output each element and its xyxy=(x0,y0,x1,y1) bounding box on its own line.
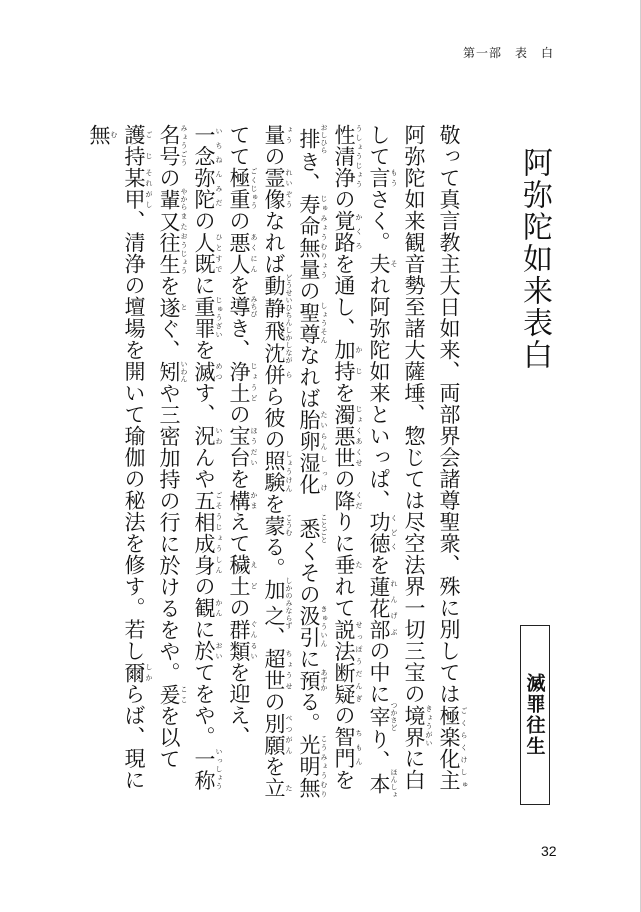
ruby-text: 一念弥陀 いちねんみだ xyxy=(192,124,223,210)
furigana: せっぽうだんぎ xyxy=(355,618,363,705)
furigana: くだ xyxy=(355,489,363,511)
furigana: そ xyxy=(390,253,398,275)
furigana: しかのみならず xyxy=(285,576,293,630)
furigana: た xyxy=(285,777,293,799)
furigana: いわん xyxy=(180,360,188,383)
running-header: 第一部 表 白 xyxy=(462,46,554,60)
furigana: どうせいひちんしかしなが xyxy=(285,274,293,364)
text-segment: に xyxy=(192,618,216,640)
text-segment: りに xyxy=(332,511,356,554)
text-segment: の xyxy=(332,704,356,726)
ruby-text: 境界 きょうがい xyxy=(402,704,433,748)
ruby-text: 構 かま xyxy=(227,489,258,511)
ruby-text: 濁悪世 じょくあくせ xyxy=(332,403,363,468)
furigana: ほうだい xyxy=(250,425,258,468)
furigana: みょうごう xyxy=(180,124,188,167)
ruby-text: 又 また xyxy=(157,210,188,232)
furigana: やから xyxy=(180,188,188,211)
text-segment: る。 xyxy=(262,536,286,579)
furigana: おしひら xyxy=(320,124,328,154)
text-segment: や三密加持の行に於けるをや。 xyxy=(157,382,181,684)
furigana: いちねんみだ xyxy=(215,124,223,210)
text-segment: の xyxy=(192,210,216,232)
furigana: と xyxy=(180,296,188,318)
ruby-text: 本性清浄ほんしょうしょうじょう xyxy=(332,124,398,799)
text-segment: てて xyxy=(227,124,251,167)
ruby-text: 宝台 ほうだい xyxy=(227,425,258,468)
furigana: かくろ xyxy=(355,210,363,253)
text-segment: に xyxy=(297,648,321,670)
furigana: もう xyxy=(390,167,398,189)
furigana: つかさど xyxy=(390,701,398,732)
ruby-text: 排 おしひら xyxy=(297,124,328,154)
furigana: しょうけん xyxy=(285,450,293,493)
ruby-text: 智門 ちもん xyxy=(332,726,363,769)
furigana: む xyxy=(110,124,118,146)
ruby-text: 五相成身 ごそうじょうしん xyxy=(192,489,223,576)
text-segment: き、 xyxy=(297,151,321,194)
text-segment: す、 xyxy=(192,382,216,425)
furigana: いわ xyxy=(215,425,223,447)
furigana: かじ xyxy=(355,339,363,382)
text-segment: らば、現に xyxy=(122,683,146,791)
ruby-text: 某甲 それがし xyxy=(122,167,153,210)
text-segment: を xyxy=(262,755,286,778)
furigana: きょうがい xyxy=(425,704,433,748)
furigana: ごそうじょうしん xyxy=(215,489,223,576)
ruby-text: 悪人 あくにん xyxy=(227,231,258,275)
text-segment: を xyxy=(227,274,251,296)
furigana: きゅういん xyxy=(320,605,328,648)
text-segment: を xyxy=(157,275,181,297)
furigana: めつ xyxy=(215,360,223,382)
ruby-text: 群類 ぐんるい xyxy=(227,618,258,662)
ruby-text: 遂 と xyxy=(157,296,188,318)
ruby-text: 汲引 きゅういん xyxy=(297,605,328,648)
category-label-box xyxy=(520,625,550,805)
ruby-text: 垂 た xyxy=(332,554,363,576)
text-segment: を xyxy=(192,339,216,361)
text-segment: さく。 xyxy=(367,188,391,253)
text-segment: を xyxy=(332,382,356,404)
ruby-text: 別願 べつがん xyxy=(262,712,293,756)
furigana: ちもん xyxy=(355,726,363,769)
ruby-text: 観 かん xyxy=(192,597,223,619)
ruby-text: 照験 しょうけん xyxy=(262,450,293,493)
text-segment: の xyxy=(157,167,181,189)
page-title: 阿弥陀如来表白 xyxy=(517,147,552,371)
ruby-text: 爾 しか xyxy=(122,661,153,683)
furigana: すで xyxy=(215,253,223,275)
ruby-text: 説法断疑 せっぽうだんぎ xyxy=(332,618,363,705)
ruby-text: 於 おい xyxy=(192,640,223,662)
text-segment: ら彼の xyxy=(262,385,286,450)
furigana: ら xyxy=(285,364,293,386)
ruby-text: 矧 いわん xyxy=(157,360,188,383)
ruby-text: 無 む xyxy=(87,124,118,146)
text-segment: くその xyxy=(297,540,321,605)
category-label: 滅罪往生 xyxy=(523,673,546,757)
text-segment: てをや。 xyxy=(192,661,216,748)
furigana: おい xyxy=(215,640,223,662)
ruby-text: 超世 ちょうせ xyxy=(262,648,293,692)
furigana: あくにん xyxy=(250,231,258,275)
ruby-text: 光明無量こうみょうむりょう xyxy=(262,124,328,799)
ruby-text: 併 ら xyxy=(262,364,293,386)
furigana: ごくらくけしゅ xyxy=(460,704,468,791)
text-segment: を xyxy=(262,493,286,515)
furigana: かん xyxy=(215,597,223,619)
ruby-text: 既 すで xyxy=(192,253,223,275)
text-segment: 、清浄の壇場を開いて瑜伽の秘法を修す。若し xyxy=(122,210,146,662)
ruby-text: 夫 そ xyxy=(367,253,398,275)
text-segment: に xyxy=(192,274,216,296)
ruby-text: 人 ひと xyxy=(192,231,223,253)
ruby-text: 湿化 しっけ xyxy=(297,452,328,495)
text-segment: の xyxy=(227,210,251,232)
ruby-text: 導 みちび xyxy=(227,295,258,318)
ruby-text: 護持 ごじ xyxy=(122,124,153,167)
ruby-text: 預 あずか xyxy=(297,669,328,692)
text-segment: 、 xyxy=(262,626,286,649)
text-segment: 阿弥陀如来観音勢至諸大薩埵、惣じては尽空法界一切三宝の xyxy=(402,124,426,705)
text-segment: の xyxy=(262,145,286,167)
ruby-text: 穢土 えど xyxy=(227,554,258,597)
ruby-text: 名号 みょうごう xyxy=(157,124,188,167)
ruby-text: 往生 おうじょう xyxy=(157,232,188,275)
furigana: ひと xyxy=(215,231,223,253)
furigana: べつがん xyxy=(285,712,293,756)
furigana: しか xyxy=(145,661,153,683)
furigana: ぐんるい xyxy=(250,618,258,662)
text-segment: の xyxy=(192,575,216,597)
ruby-text: 重罪 じゅうざい xyxy=(192,296,223,339)
text-segment: の xyxy=(332,188,356,210)
ruby-text: 降 くだ xyxy=(332,489,363,511)
ruby-text: 極楽化主 ごくらくけしゅ xyxy=(437,704,468,791)
furigana: れいぞう xyxy=(285,167,293,210)
ruby-text: 覚路 かくろ xyxy=(332,210,363,253)
furigana: た xyxy=(355,554,363,576)
text-segment: き、 xyxy=(227,317,251,361)
furigana: じょうど xyxy=(250,360,258,404)
text-segment: を xyxy=(227,468,251,490)
furigana: しっけ xyxy=(320,452,328,495)
furigana: みちび xyxy=(250,295,258,318)
text-segment: を xyxy=(367,554,391,576)
text-segment: なれば xyxy=(262,210,286,275)
furigana: かま xyxy=(250,489,258,511)
ruby-text: 蒙 こうむ xyxy=(262,514,293,537)
ruby-text: 輩 やから xyxy=(157,188,188,211)
ruby-text: 悉 ことごと xyxy=(297,513,328,544)
text-segment: の中に xyxy=(367,640,391,705)
text-segment: 敬って真言教主大日如来、両部界会諸尊聖衆、殊に別しては xyxy=(437,124,461,705)
ruby-text: 加持 かじ xyxy=(332,339,363,382)
furigana: ごくじゅう xyxy=(250,167,258,210)
text-segment: れて xyxy=(332,575,356,619)
text-segment: の xyxy=(262,691,286,713)
text-segment: を以て xyxy=(157,705,181,770)
ruby-text: 立 た xyxy=(262,777,293,799)
furigana: いっしょう xyxy=(215,747,223,791)
furigana: じょくあくせ xyxy=(355,403,363,468)
ruby-text: 功徳 くどく xyxy=(367,511,398,554)
text-segment: に白して xyxy=(367,124,426,791)
ruby-text: 爰 ここ xyxy=(157,683,188,705)
furigana: それがし xyxy=(145,167,153,210)
text-segment: の xyxy=(227,403,251,425)
ruby-text: 言 もう xyxy=(367,167,398,189)
furigana: こうみょうむりょう xyxy=(285,124,328,799)
body-text xyxy=(87,124,468,804)
furigana: しょうそん xyxy=(320,301,328,345)
furigana: ここ xyxy=(180,683,188,705)
text-segment: れ阿弥陀如来といっぱ、 xyxy=(367,274,391,511)
text-segment: ぐ、 xyxy=(157,318,181,361)
page-number: 32 xyxy=(541,843,557,859)
ruby-text: 一称 いっしょう xyxy=(192,747,223,791)
body-paragraph xyxy=(81,124,468,804)
text-segment: の xyxy=(332,468,356,490)
ruby-text: 聖尊 しょうそん xyxy=(297,301,328,345)
ruby-text: 宰 つかさど xyxy=(367,701,398,732)
furigana: たいらん xyxy=(320,409,328,452)
furigana: また xyxy=(180,210,188,232)
text-segment: を xyxy=(332,769,356,791)
furigana: くどく xyxy=(390,511,398,554)
text-segment: の xyxy=(297,280,321,302)
furigana: えど xyxy=(250,554,258,597)
text-segment: る。 xyxy=(297,691,321,734)
text-segment: を迎え、 xyxy=(227,661,251,748)
text-segment: なれば xyxy=(297,344,321,409)
ruby-text: 加之 しかのみならず xyxy=(262,576,293,630)
furigana: れんげぶ xyxy=(390,575,398,640)
furigana: ごじ xyxy=(145,124,153,167)
furigana: ほんしょうしょうじょう xyxy=(355,124,398,799)
text-segment: の xyxy=(227,597,251,619)
furigana: じゅみょうむりょう xyxy=(320,194,328,280)
text-segment: んや xyxy=(192,446,216,490)
ruby-text: 寿命無量 じゅみょうむりょう xyxy=(297,194,328,280)
ruby-text: 滅 めつ xyxy=(192,360,223,382)
text-segment: えて xyxy=(227,511,251,554)
furigana: こうむ xyxy=(285,514,293,537)
text-segment: を通し、 xyxy=(332,253,356,339)
ruby-text: 浄土 じょうど xyxy=(227,360,258,404)
ruby-text: 蓮花部 れんげぶ xyxy=(367,575,398,640)
ruby-text: 胎卵 たいらん xyxy=(297,409,328,452)
ruby-text: 極重 ごくじゅう xyxy=(227,167,258,210)
furigana: ちょうせ xyxy=(285,648,293,692)
ruby-text: 霊像 れいぞう xyxy=(262,167,293,210)
text-segment: り、 xyxy=(367,728,391,772)
ruby-text: 況 いわ xyxy=(192,425,223,447)
furigana: じゅうざい xyxy=(215,296,223,339)
furigana: おうじょう xyxy=(180,232,188,275)
furigana: ことごと xyxy=(320,513,328,544)
furigana: あずか xyxy=(320,669,328,692)
ruby-text: 動静飛沈 どうせいひちんしかしなが xyxy=(262,274,293,364)
